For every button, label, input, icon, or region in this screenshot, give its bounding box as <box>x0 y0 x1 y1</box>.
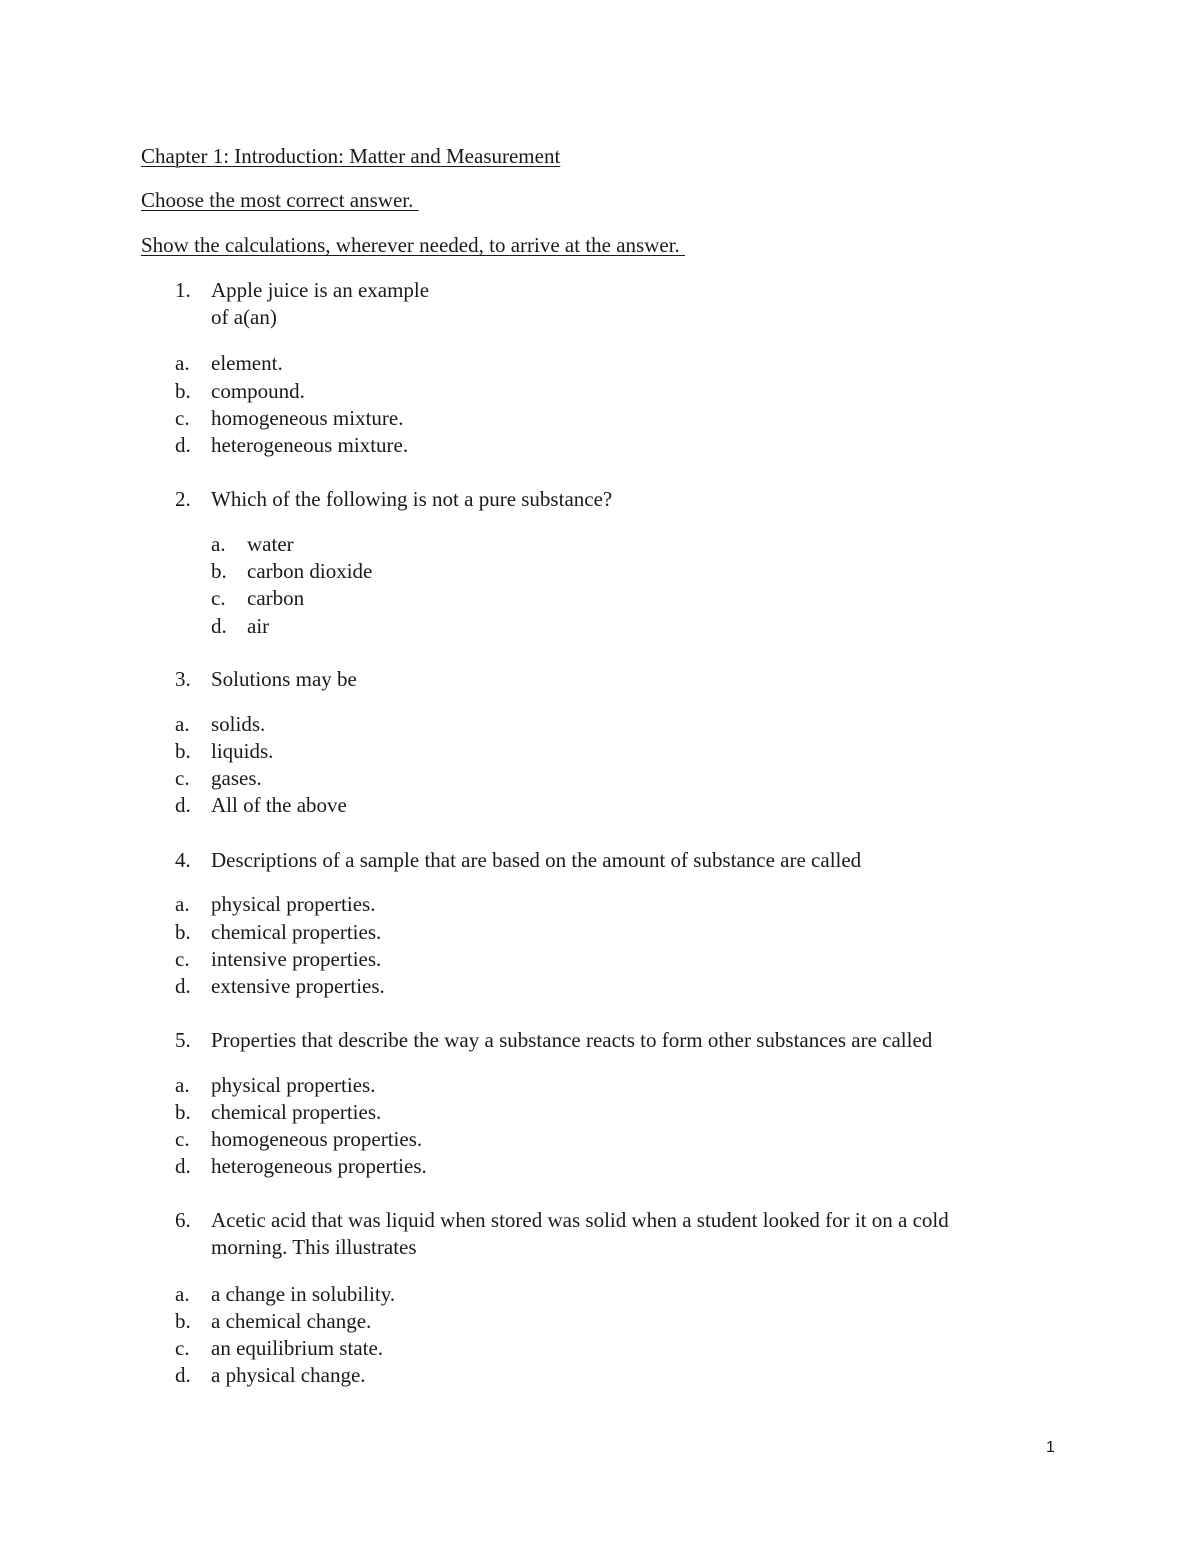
option-text: liquids. <box>211 739 274 763</box>
option-text: a physical change. <box>211 1363 366 1387</box>
option-4c <box>0 946 1200 973</box>
option-text: homogeneous mixture. <box>211 406 404 430</box>
option-text: an equilibrium state. <box>211 1336 384 1360</box>
option-text: extensive properties. <box>211 974 385 998</box>
option-1b <box>0 378 1200 405</box>
option-text: a change in solubility. <box>211 1282 396 1306</box>
option-letter: a. <box>175 351 190 375</box>
option-letter: d. <box>175 1154 191 1178</box>
option-letter: a. <box>175 712 190 736</box>
option-5d <box>0 1153 1200 1180</box>
option-text: physical properties. <box>211 892 376 916</box>
option-letter: b. <box>175 1309 191 1333</box>
question-text: Descriptions of a sample that are based on the amount of substance are called <box>211 848 862 872</box>
option-letter: d. <box>175 1363 191 1387</box>
option-letter: d. <box>175 793 191 817</box>
option-1c <box>0 405 1200 432</box>
option-letter: b. <box>175 920 191 944</box>
question-text: Solutions may be <box>211 667 357 691</box>
option-letter: c. <box>211 586 226 610</box>
option-4a <box>0 891 1200 918</box>
option-3b <box>0 738 1200 765</box>
option-letter: d. <box>175 433 191 457</box>
option-letter: b. <box>175 739 191 763</box>
option-letter: c. <box>175 406 190 430</box>
option-5c <box>0 1126 1200 1153</box>
instruction-choose: Choose the most correct answer. <box>141 188 419 212</box>
option-6b <box>0 1308 1200 1335</box>
option-text: air <box>247 614 270 638</box>
question-text: Which of the following is not a pure substance? <box>211 487 613 511</box>
page-number: 1 <box>1046 1439 1055 1456</box>
option-2d <box>0 613 1200 640</box>
option-1d <box>0 432 1200 459</box>
question-text-line-2: morning. This illustrates <box>211 1235 417 1259</box>
option-3d <box>0 792 1200 819</box>
option-letter: a. <box>175 1282 190 1306</box>
option-text: homogeneous properties. <box>211 1127 423 1151</box>
option-text: carbon <box>247 586 305 610</box>
option-6a <box>0 1281 1200 1308</box>
option-text: intensive properties. <box>211 947 382 971</box>
question-number: 5. <box>175 1028 191 1052</box>
option-text: compound. <box>211 379 305 403</box>
option-text: carbon dioxide <box>247 559 373 583</box>
option-text: physical properties. <box>211 1073 376 1097</box>
option-3c <box>0 765 1200 792</box>
question-number: 3. <box>175 667 191 691</box>
option-2c <box>0 585 1200 612</box>
option-letter: c. <box>175 766 190 790</box>
question-text-line-2: of a(an) <box>211 305 277 329</box>
option-6d <box>0 1362 1200 1389</box>
option-letter: a. <box>211 532 226 556</box>
option-text: chemical properties. <box>211 1100 382 1124</box>
option-letter: c. <box>175 947 190 971</box>
option-5b <box>0 1099 1200 1126</box>
option-text: chemical properties. <box>211 920 382 944</box>
option-letter: a. <box>175 892 190 916</box>
question-text-line-1: Acetic acid that was liquid when stored was solid when a student looked for it on a cold <box>211 1208 949 1232</box>
question-number: 6. <box>175 1208 191 1232</box>
option-6c <box>0 1335 1200 1362</box>
option-text: heterogeneous mixture. <box>211 433 409 457</box>
question-number: 1. <box>175 278 191 302</box>
option-5a <box>0 1072 1200 1099</box>
option-1a <box>0 350 1200 377</box>
option-text: water <box>247 532 294 556</box>
option-text: element. <box>211 351 283 375</box>
option-text: heterogeneous properties. <box>211 1154 427 1178</box>
option-4b <box>0 919 1200 946</box>
option-letter: b. <box>175 1100 191 1124</box>
question-text <box>211 277 1061 331</box>
option-text: gases. <box>211 766 262 790</box>
option-text: a chemical change. <box>211 1309 372 1333</box>
option-2a <box>0 531 1200 558</box>
option-4d <box>0 973 1200 1000</box>
option-letter: d. <box>211 614 227 638</box>
option-letter: d. <box>175 974 191 998</box>
question-text <box>211 1207 1061 1261</box>
option-letter: c. <box>175 1336 190 1360</box>
option-2b <box>0 558 1200 585</box>
question-number: 2. <box>175 487 191 511</box>
chapter-title: Chapter 1: Introduction: Matter and Measurement <box>141 144 561 168</box>
option-letter: b. <box>175 379 191 403</box>
option-text: solids. <box>211 712 266 736</box>
option-letter: c. <box>175 1127 190 1151</box>
option-text: All of the above <box>211 793 347 817</box>
question-number: 4. <box>175 848 191 872</box>
question-text: Properties that describe the way a substance reacts to form other substances are called <box>211 1028 933 1052</box>
option-letter: a. <box>175 1073 190 1097</box>
question-text-line-1: Apple juice is an example <box>211 278 430 302</box>
option-3a <box>0 711 1200 738</box>
instruction-show-calculations: Show the calculations, wherever needed, to arrive at the answer. <box>141 233 686 257</box>
option-letter: b. <box>211 559 227 583</box>
